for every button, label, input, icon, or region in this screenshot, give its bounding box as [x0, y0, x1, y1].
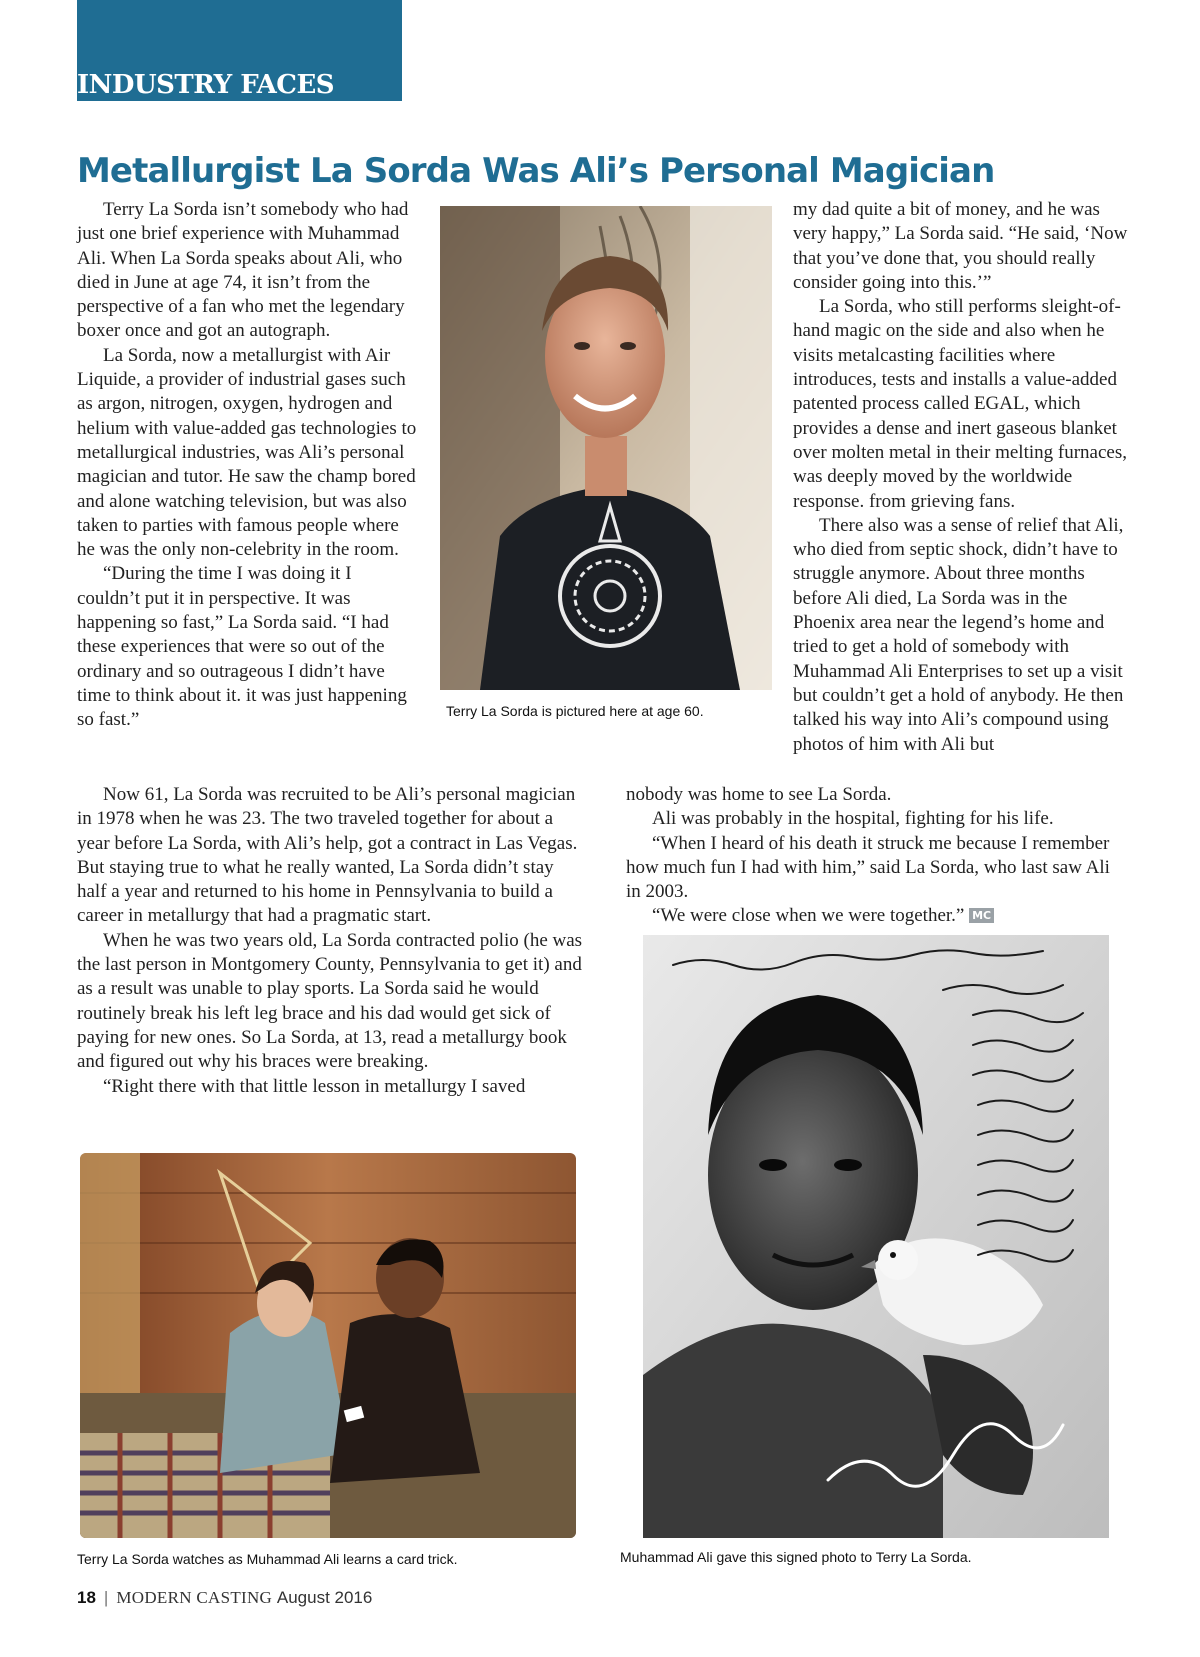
issue-date: August 2016 [276, 1588, 373, 1607]
section-label: INDUSTRY FACES [77, 70, 335, 100]
column-right-top [793, 198, 1130, 757]
paragraph: Now 61, La Sorda was recruited to be Ali’s personal magician in 1978 when he was 23. The two traveled together for about a year before La Sorda, with Ali’s help, got a contract in Las Vegas. But staying true to what he really wanted, La Sorda didn’t stay half a year and returned to his home in Pennsylvania to build a career in metallurgy that had a pragmatic start. [77, 784, 578, 927]
column-left-top [77, 198, 419, 733]
portrait-photo [440, 206, 772, 690]
paragraph: When he was two years old, La Sorda contracted polio (he was the last person in Montgomery County, Pennsylvania to get it) and as a result was unable to play sports. La Sorda said he would routinely break his left leg brace and his dad would get sick of paying for new ones. So La Sorda, at 13, read a metallurgy book and figured out why his braces were breaking. [77, 929, 583, 1073]
signed-photo [643, 935, 1109, 1538]
card-trick-image [80, 1153, 576, 1538]
paragraph [626, 904, 1126, 928]
paragraph: “Right there with that little lesson in metallurgy I saved [103, 1075, 526, 1097]
paragraph: La Sorda, now a metallurgist with Air Liquide, a provider of industrial gases such as argon, nitrogen, oxygen, hydrogen and helium with value-added gas technologies to metallurgical industries, was Ali’s personal magician and tutor. He saw the champ bored and alone watching television, but was also taken to parties with famous people where he was the only non-celebrity in the room. [77, 344, 417, 561]
page-footer [77, 1587, 372, 1609]
paragraph: Ali was probably in the hospital, fighting for his life. [652, 808, 1054, 830]
footer-separator: | [103, 1588, 109, 1607]
paragraph: “When I heard of his death it struck me because I remember how much fun I had with him,” said La Sorda, who last saw Ali in 2003. [626, 832, 1110, 903]
paragraph: There also was a sense of relief that Ali, who died from septic shock, didn’t have to struggle anymore. About three months before Ali died, La Sorda was in the Phoenix area near the legend’s home and tried to get a hold of somebody with Muhammad Ali Enterprises to set up a visit but couldn’t get a hold of anybody. He then talked his way into Ali’s compound using photos of him with Ali but [793, 514, 1124, 755]
end-mark-badge: MC [969, 908, 994, 923]
column-left-wide [77, 783, 585, 1099]
paragraph: nobody was home to see La Sorda. [626, 784, 892, 805]
card-trick-photo [80, 1153, 576, 1538]
paragraph: Terry La Sorda isn’t somebody who had just one brief experience with Muhammad Ali. When La Sorda speaks about Ali, who died in June at age 74, it isn’t from the perspective of a fan who met the legendary boxer once and got an autograph. [77, 199, 409, 342]
portrait-caption: Terry La Sorda is pictured here at age 60. [446, 703, 704, 719]
headline: Metallurgist La Sorda Was Ali’s Personal Magician [77, 151, 995, 191]
paragraph: “During the time I was doing it I couldn’t put it in perspective. It was happening so fast,” La Sorda said. “I had these experiences that were so out of the ordinary and so outrageous I didn’t have time to think about it. it was just happening so fast.” [77, 563, 407, 731]
card-trick-caption: Terry La Sorda watches as Muhammad Ali learns a card trick. [77, 1551, 458, 1567]
closing-quote: “We were close when we were together.” [652, 905, 965, 927]
page-number: 18 [77, 1588, 96, 1607]
magazine-name: MODERN CASTING [116, 1588, 273, 1607]
column-right-wide [626, 783, 1126, 929]
signed-image [643, 935, 1109, 1538]
paragraph: La Sorda, who still performs sleight-of-hand magic on the side and also when he visits metalcasting facilities where introduces, tests and installs a value-added patented process called EGAL, which provides a dense and inert gaseous blanket over molten metal in their melting furnaces, was deeply moved by the worldwide response. from grieving fans. [793, 296, 1127, 512]
paragraph: my dad quite a bit of money, and he was very happy,” La Sorda said. “He said, ‘Now that you’ve done that, you should really consider going into this.’” [793, 199, 1128, 293]
signed-caption: Muhammad Ali gave this signed photo to Terry La Sorda. [620, 1549, 972, 1565]
portrait-image [440, 206, 772, 690]
